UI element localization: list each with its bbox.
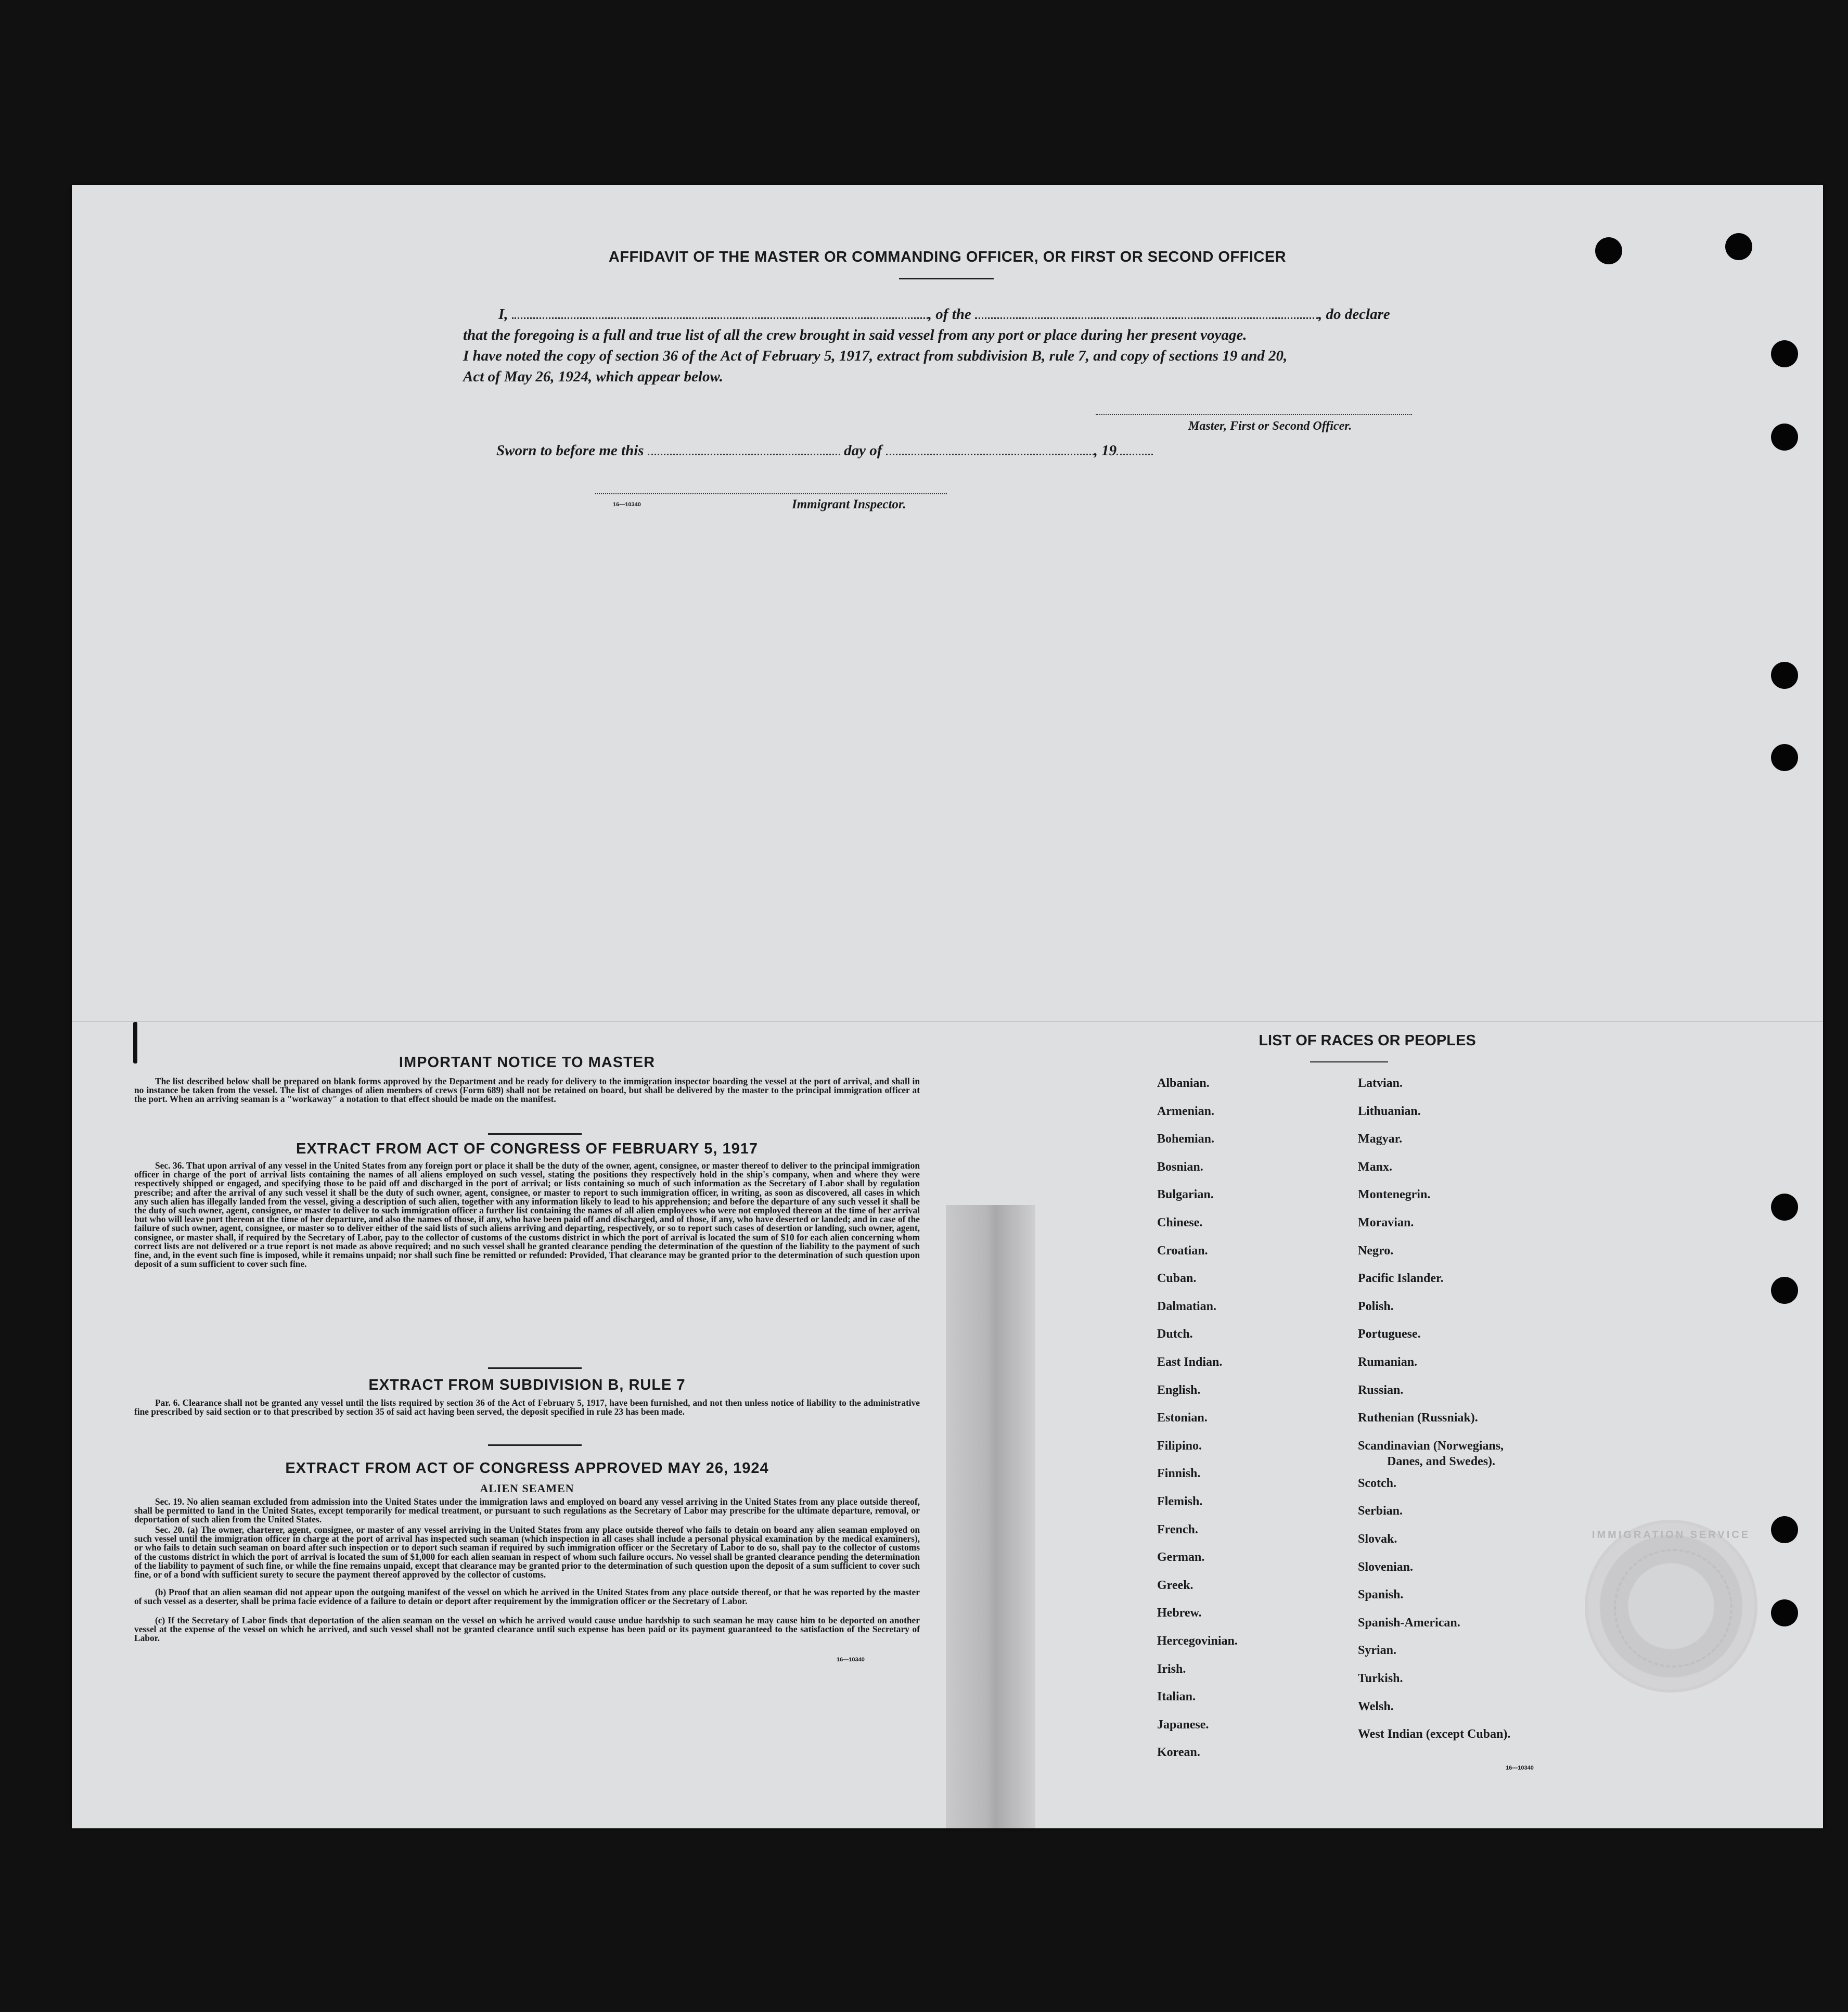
race-item: Moravian. [1358,1216,1414,1229]
notice-rule [488,1133,582,1135]
race-item: Chinese. [1157,1216,1203,1229]
race-item: East Indian. [1157,1355,1223,1369]
punch-hole [1771,1277,1798,1304]
race-item: German. [1157,1550,1205,1565]
affidavit-line-2: that the foregoing is a full and true list of all the crew brought in said vessel from any port or place during her present voyage. [463,327,1247,343]
affidavit-line-4: Act of May 26, 1924, which appear below. [463,368,723,385]
sworn-day-of: day of [844,442,882,459]
affidavit-of-the: , of the [928,306,971,323]
race-item: French. [1157,1522,1198,1536]
race-item: Italian. [1157,1690,1196,1704]
race-item: Portuguese. [1358,1327,1421,1341]
extract-1917-title: EXTRACT FROM ACT OF CONGRESS OF FEBRUARY 5, 1917 [296,1140,759,1157]
master-signature-line [1096,414,1412,416]
race-item: Irish. [1157,1662,1186,1676]
race-item: Welsh. [1358,1699,1394,1713]
extract-1917-text: Sec. 36. That upon arrival of any vessel in the United States from any foreign port or place it shall be the duty of the owner, agent, consignee, or master thereof to deliver to the principal immigration officer in charge of the port of arrival lists containing the names of all aliens employed on such vessel, stating the positions they respectively hold in the ship's company, when and where they were respectively shipped or engaged, and specifying those to be paid off and discharged in the port of arrival; or lists containing so much of such information as the Secretary of Labor shall by regulation prescribe; and after the arrival of any such vessel it shall be the duty of such owner, agent, consignee, or master to report to such immigration officer, in writing, as soon as discovered, all cases in which any such alien has illegally landed from the vessel, giving a description of such alien, together with any information likely to lead to his apprehension; and before the departure of any such vessel it shall be the duty of such owner, agent, consignee, or master to deliver to such immigration officer a further list containing the names of all alien employees who were not employed thereon at the time of her arrival but who will leave port thereon at the time of her departure, and also the names of those, if any, who have been paid off and discharged, and of those, if any, who have deserted or landed; and in case of the failure of such owner, agent, consignee, or master so to deliver either of the said lists of such aliens arriving and departing, respectively, or so to report such cases of desertion or landing, such owner, agent, consignee, or master shall, if required by the Secretary of Labor, pay to the collector of customs of the customs district in which the port of arrival is located the sum of $10 for each alien concerning whom correct lists are not delivered or a true report is not made as above required; and no such vessel shall be granted clearance pending the determination of the question of the liability to the payment of such fine, and, in the event such fine is imposed, while it remains unpaid; nor shall such fine be remitted or refunded: Provided, That clearance may be granted prior to the determination of such question upon deposit of a sum sufficient to cover such fine. [134,1160,920,1270]
race-item: Scotch. [1358,1476,1396,1490]
race-item: Spanish-American. [1358,1616,1460,1630]
race-item: Polish. [1358,1299,1394,1313]
affidavit-line-3: I have noted the copy of section 36 of the Act of February 5, 1917, extract from subdivision B, rule 7, and copy of sections 19 and 20, [463,348,1288,364]
punch-hole [1771,744,1798,771]
sec19-text: Sec. 19. No alien seaman excluded from admission into the United States under the immigration laws and employed on board any vessel arriving in the United States from any place outside thereof, shall be permitted to land in the United States, except temporarily for medical treatment, or pursuant to such regulations as the Secretary of Labor may prescribe for the ultimate departure, removal, or deportation of such alien from the United States. [134,1496,920,1525]
races-form-number: 16—10340 [1506,1765,1534,1771]
affidavit-title: AFFIDAVIT OF THE MASTER OR COMMANDING OFFICER, OR FIRST OR SECOND OFFICER [608,249,1287,265]
punch-hole [1771,1516,1798,1543]
extract-form-number: 16—10340 [837,1657,865,1663]
race-item: Albanian. [1157,1077,1210,1090]
race-item: Dutch. [1157,1327,1193,1341]
race-item: Bohemian. [1157,1132,1215,1146]
inspector-signature-line [595,493,947,495]
sworn-line [496,442,1153,459]
notice-text: The list described below shall be prepared on blank forms approved by the Department and be ready for delivery to the immigration inspector boarding the vessel at the port of arrival, and shall in no instance be taken from the vessel. The list of changes of alien members of crews (Form 689) shall not be retained on board, but shall be delivered by the master to the principal immigration officer at the port. When an arriving seaman is a "workaway" a notation to that effect should be made on the manifest. [134,1076,920,1105]
race-item: Cuban. [1157,1272,1197,1286]
extract-rule7-title: EXTRACT FROM SUBDIVISION B, RULE 7 [368,1377,686,1393]
race-item: Pacific Islander. [1358,1272,1444,1286]
race-item: Negro. [1358,1244,1394,1258]
race-item: Hercegovinian. [1157,1634,1238,1648]
sworn-date-blank [648,442,840,455]
alien-seamen-heading: ALIEN SEAMEN [480,1482,574,1495]
sec20c-text: (c) If the Secretary of Labor finds that deportation of the alien seaman on the vessel on which he arrived would cause undue hardship to such seaman he may cause him to be deported on another vessel at the expense of the vessel on which he arrived, and such vessel shall not be granted clearance until such expense has been paid or its payment guaranteed to the satisfaction of the Secretary of Labor. [134,1615,920,1644]
race-item: Manx. [1358,1160,1392,1174]
seal-text: IMMIGRATION SERVICE [1592,1529,1751,1541]
race-item: Greek. [1157,1578,1194,1592]
race-item: Montenegrin. [1358,1188,1431,1202]
embossed-seal [1585,1520,1757,1693]
race-item: Syrian. [1358,1644,1397,1658]
race-item: Japanese. [1157,1718,1209,1732]
race-item: Spanish. [1358,1588,1404,1602]
manifest-sheet [72,185,1823,1828]
punch-hole [1771,1599,1798,1626]
notice-title: IMPORTANT NOTICE TO MASTER [399,1054,656,1071]
affidavit-form-number: 16—10340 [613,502,641,508]
race-item: Bulgarian. [1157,1188,1214,1202]
race-item: Slovenian. [1358,1560,1414,1574]
affidavit-declare: , do declare [1318,306,1390,323]
race-item: Bosnian. [1157,1160,1203,1174]
race-item: English. [1157,1383,1201,1397]
races-title: LIST OF RACES OR PEOPLES [1259,1032,1476,1049]
punch-hole [1771,1194,1798,1221]
extract-1924-title: EXTRACT FROM ACT OF CONGRESS APPROVED MAY 26, 1924 [285,1460,769,1477]
race-item: Danes, and Swedes). [1387,1454,1496,1468]
sworn-month-blank [886,442,1094,455]
race-item: Armenian. [1157,1104,1214,1118]
fold-crease [72,1021,1823,1023]
race-item: Slovak. [1358,1532,1397,1546]
paper-clip-mark [133,1022,137,1063]
sworn-year-blank [1116,442,1153,455]
race-item: Russian. [1358,1383,1404,1397]
affidavit-i-label: I, [498,306,508,323]
race-item: Filipino. [1157,1439,1202,1453]
race-item: Turkish. [1358,1672,1403,1685]
affidavit-declaration-line [498,306,1390,323]
punch-hole [1771,340,1798,367]
race-item: Flemish. [1157,1495,1203,1508]
race-item: Latvian. [1358,1077,1403,1090]
punch-hole [1771,424,1798,451]
races-rule [1310,1061,1388,1062]
vessel-blank [975,306,1318,319]
sworn-year: , 19 [1094,442,1117,459]
sworn-prefix: Sworn to before me this [496,442,644,459]
name-blank [512,306,928,319]
master-label: Master, First or Second Officer. [1188,419,1352,433]
center-fold [946,1205,1035,1828]
race-item: Korean. [1157,1746,1200,1760]
race-item: Ruthenian (Russniak). [1358,1411,1478,1425]
inspector-label: Immigrant Inspector. [792,497,906,511]
race-item: Lithuanian. [1358,1104,1421,1118]
race-item: West Indian (except Cuban). [1358,1727,1511,1741]
race-item: Estonian. [1157,1411,1208,1425]
title-rule [899,278,994,279]
race-item: Scandinavian (Norwegians, [1358,1439,1504,1453]
sec20b-text: (b) Proof that an alien seaman did not appear upon the outgoing manifest of the vessel on which he arrived in the United States from any place outside thereof, or that he was reported by the master of such vessel as a deserter, shall be prima facie evidence of a failure to detain or deport after requirement by the immigration officer or the Secretary of Labor. [134,1587,920,1607]
race-item: Finnish. [1157,1467,1201,1481]
race-item: Rumanian. [1358,1355,1418,1369]
extract-1917-rule [488,1367,582,1369]
sec20a-text: Sec. 20. (a) The owner, charterer, agent, consignee, or master of any vessel arriving in the United States from any place outside thereof who fails to detain on board any alien seaman employed on such vessel until the immigration officer in charge at the port of arrival has inspected such seaman (which inspection in all cases shall include a personal physical examination by the medical examiners), or who fails to detain such seaman on board after such inspection or to deport such seaman if required by such immigration officer or the Secretary of Labor to do so, shall pay to the collector of customs of the customs district in which the port of arrival is located the sum of $1,000 for each alien seaman in respect of whom such failure occurs. No vessel shall be granted clearance pending the determination of the liability to payment of such fine, or while the fine remains unpaid, except that clearance may be granted prior to the determination of such question upon the deposit of a sum sufficient to cover such fine, or of a bond with sufficient surety to secure the payment thereof approved by the collector of customs. [134,1524,920,1580]
race-item: Magyar. [1358,1132,1403,1146]
race-item: Hebrew. [1157,1606,1202,1620]
punch-hole [1771,662,1798,689]
race-item: Dalmatian. [1157,1299,1216,1313]
seal-ring [1614,1549,1732,1668]
extract-rule7-text: Par. 6. Clearance shall not be granted any vessel until the lists required by section 36 of the Act of February 5, 1917, have been furnished, and not then unless notice of liability to the administrative fine prescribed by said section or to that prescribed by section 35 of said act having been served, the deposit specified in rule 23 has been made. [134,1398,920,1417]
extract-rule7-rule [488,1444,582,1446]
race-item: Serbian. [1358,1504,1403,1518]
race-item: Croatian. [1157,1244,1208,1258]
